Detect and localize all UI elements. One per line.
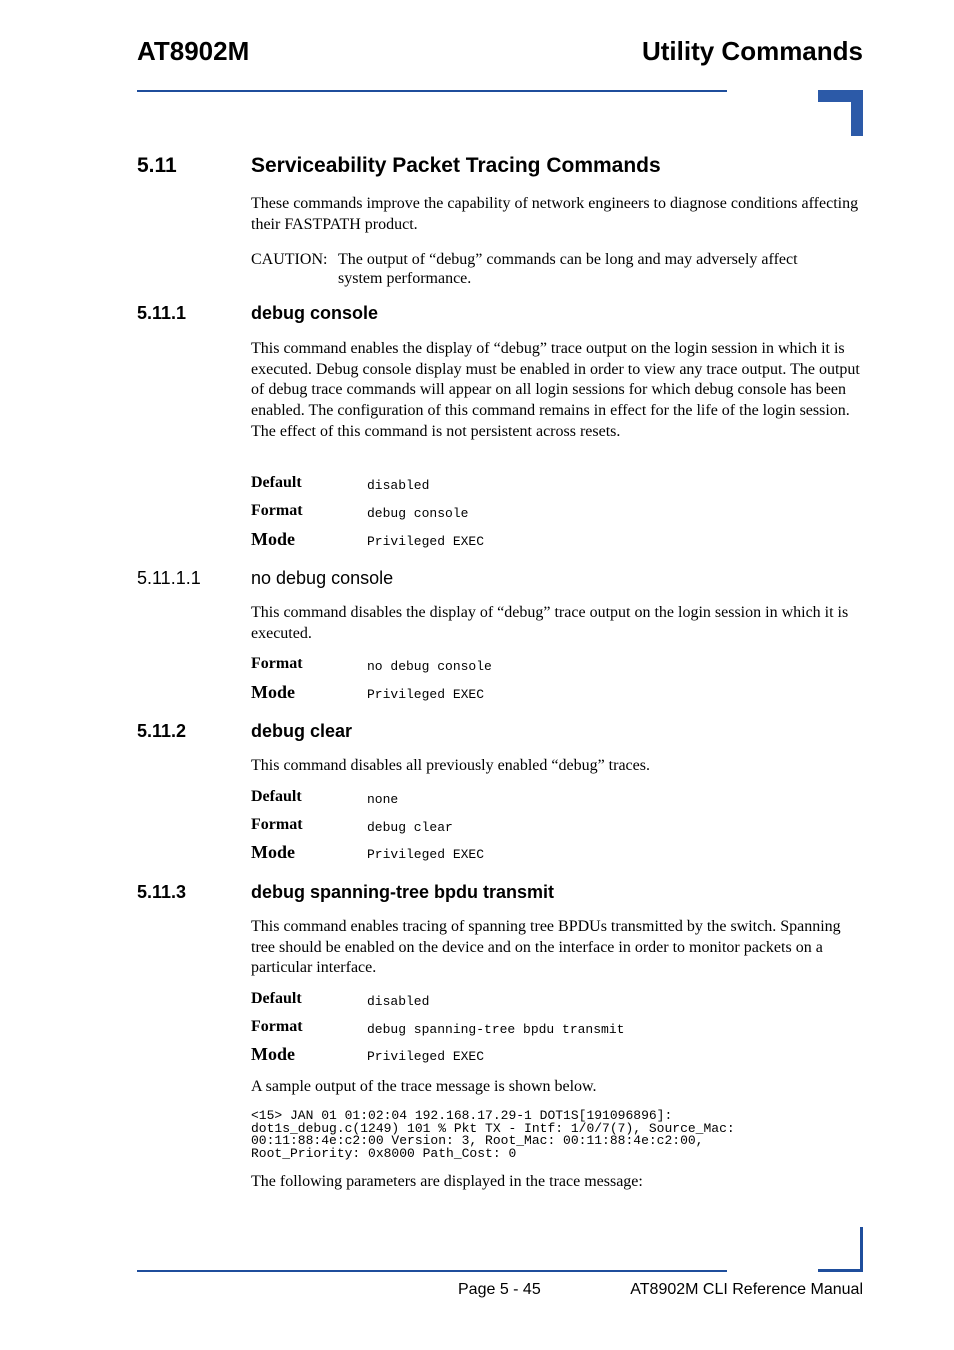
corner-mark-top-vertical	[851, 90, 863, 136]
default-label: Default	[251, 474, 302, 491]
mode-value: Privileged EXEC	[367, 687, 485, 702]
format-label: Format	[251, 816, 303, 833]
section-intro: These commands improve the capability of network engineers to diagnose conditions affecting their FASTPATH product.	[251, 195, 859, 233]
format-row	[251, 816, 863, 838]
format-value: debug spanning-tree bpdu transmit	[367, 1022, 625, 1037]
mode-value: Privileged EXEC	[367, 1049, 485, 1064]
subsubsection-number: 5.11.1.1	[137, 568, 201, 588]
format-value: debug clear	[367, 820, 453, 835]
corner-mark-bottom	[818, 1269, 863, 1272]
mode-label: Mode	[251, 842, 295, 862]
footer-rule	[137, 1270, 727, 1272]
header-product: AT8902M	[137, 36, 250, 66]
code-line: <15> JAN 01 01:02:04 192.168.17.29-1 DOT1S[191096896]:	[251, 1108, 673, 1123]
subsection-number: 5.11.1	[137, 303, 187, 323]
format-row	[251, 1018, 863, 1040]
mode-value: Privileged EXEC	[367, 847, 485, 862]
mode-label: Mode	[251, 529, 295, 549]
header-rule	[137, 90, 727, 92]
subsection-title: debug spanning-tree bpdu transmit	[251, 882, 555, 902]
trace-sample-output	[251, 1110, 863, 1161]
subsection-title: debug console	[251, 303, 379, 323]
subsection-description: This command enables the display of “debug” trace output on the login session in which it is executed. Debug console display must be enabled in order to view any trace output. The output of debug trace commands will appear on all login sessions for which debug console has been enabled. The configuration of this command remains in effect for the life of the login session. The effect of this command is not persistent across resets.	[251, 340, 860, 440]
format-value: debug console	[367, 506, 469, 521]
footer-page-number: Page 5 - 45	[458, 1281, 541, 1298]
section-number: 5.11	[137, 154, 177, 177]
corner-mark-bottom-vertical	[860, 1227, 863, 1272]
format-value: no debug console	[367, 659, 492, 674]
format-row	[251, 655, 863, 677]
default-row	[251, 474, 863, 496]
code-line: 00:11:88:4e:c2:00 Version: 3, Root_Mac: 00:11:88:4e:c2:00,	[251, 1133, 704, 1149]
mode-label: Mode	[251, 682, 295, 702]
subsubsection-title: no debug console	[251, 568, 394, 588]
caution-text: The output of “debug” commands can be long and may adversely affect system performance.	[338, 251, 798, 287]
default-row	[251, 788, 863, 810]
subsection-description: This command enables tracing of spanning tree BPDUs transmitted by the switch. Spanning tree should be enabled on the device and on the interface in order to monitor packets on a particular interface.	[251, 918, 841, 977]
subsection-number: 5.11.2	[137, 721, 187, 741]
header-chapter: Utility Commands	[641, 36, 863, 66]
mode-row	[251, 530, 863, 552]
subsubsection-description: This command disables the display of “debug” trace output on the login session in which it is executed.	[251, 604, 849, 642]
subsection-title: debug clear	[251, 721, 353, 741]
mode-value: Privileged EXEC	[367, 534, 485, 549]
code-line: dot1s_debug.c(1249) 101 % Pkt TX - Intf: 1/0/7(7), Source_Mac:	[251, 1120, 735, 1136]
default-label: Default	[251, 788, 302, 805]
subsection-number: 5.11.3	[137, 882, 187, 902]
params-intro: The following parameters are displayed in the trace message:	[251, 1173, 643, 1190]
caution-note	[251, 250, 811, 290]
default-label: Default	[251, 990, 302, 1007]
mode-row	[251, 683, 863, 705]
section-title: Serviceability Packet Tracing Commands	[251, 154, 661, 177]
format-label: Format	[251, 655, 303, 672]
default-value: none	[367, 792, 399, 807]
default-value: disabled	[367, 994, 430, 1009]
format-label: Format	[251, 502, 303, 519]
sample-intro: A sample output of the trace message is shown below.	[251, 1078, 597, 1095]
mode-row	[251, 1045, 863, 1067]
caution-label: CAUTION:	[251, 251, 328, 268]
footer-manual-title: AT8902M CLI Reference Manual	[630, 1281, 863, 1298]
format-label: Format	[251, 1018, 303, 1035]
mode-label: Mode	[251, 1044, 295, 1064]
default-value: disabled	[367, 478, 430, 493]
subsection-description: This command disables all previously enabled “debug” traces.	[251, 757, 650, 774]
default-row	[251, 990, 863, 1012]
code-line: Root_Priority: 0x8000 Path_Cost: 0	[251, 1146, 517, 1162]
mode-row	[251, 843, 863, 865]
format-row	[251, 502, 863, 524]
